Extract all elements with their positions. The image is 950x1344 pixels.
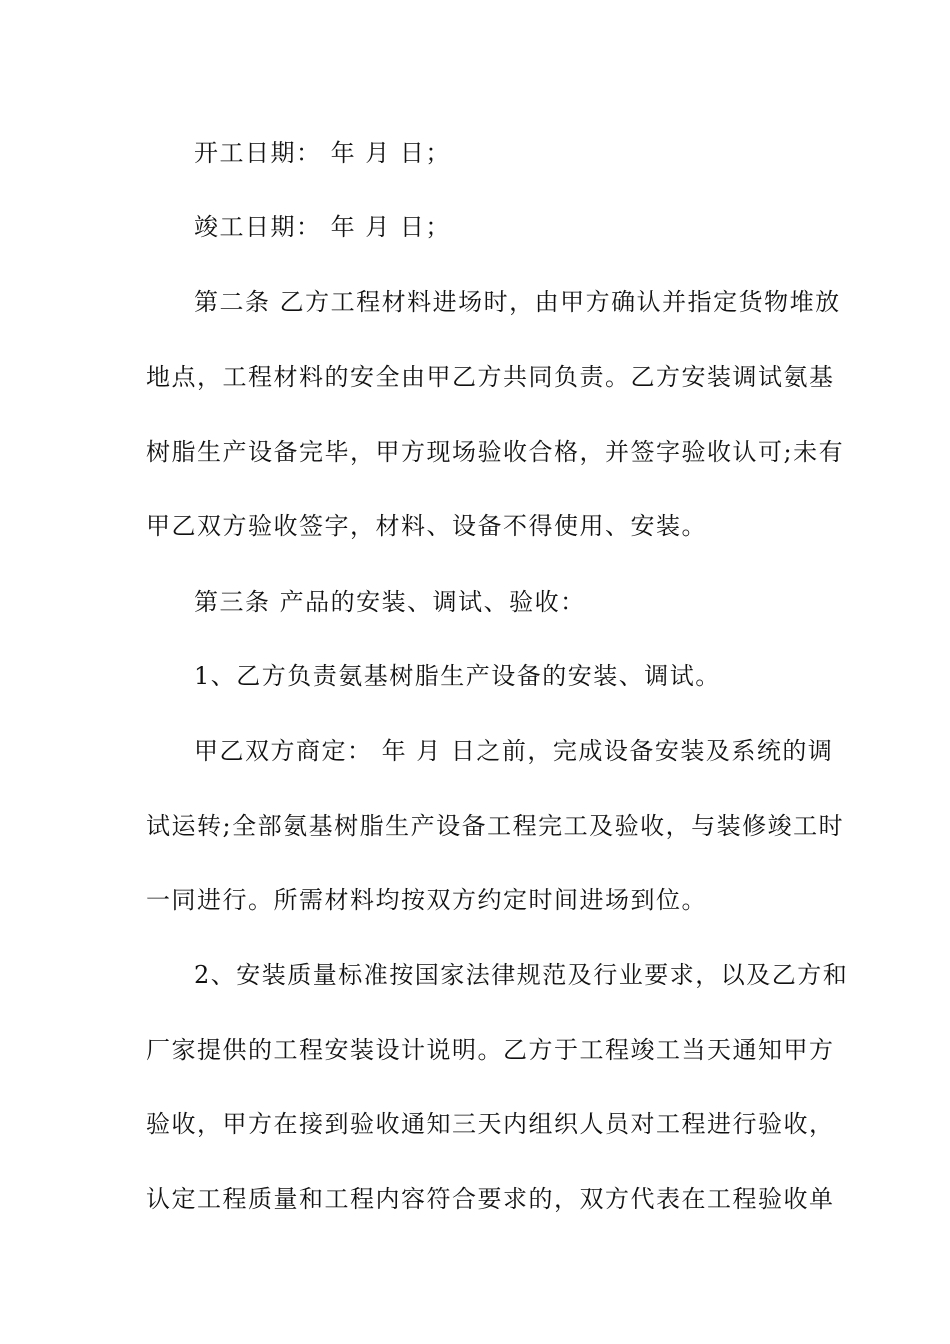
article-two-line-1: 第二条 乙方工程材料进场时，由甲方确认并指定货物堆放 (194, 288, 841, 316)
clause-two-line-1: 2、安装质量标准按国家法律规范及行业要求，以及乙方和 (194, 961, 849, 989)
clause-one-line: 1、乙方负责氨基树脂生产设备的安装、调试。 (194, 662, 721, 690)
clause-two-line-3: 验收，甲方在接到验收通知三天内组织人员对工程进行验收， (146, 1110, 835, 1138)
article-two-line-4: 甲乙双方验收签字，材料、设备不得使用、安装。 (146, 512, 707, 540)
agreement-line-1: 甲乙双方商定： 年 月 日之前，完成设备安装及系统的调 (194, 737, 834, 765)
clause-two-line-4: 认定工程质量和工程内容符合要求的，双方代表在工程验收单 (146, 1185, 835, 1213)
agreement-line-2: 试运转;全部氨基树脂生产设备工程完工及验收，与装修竣工时 (146, 812, 845, 840)
article-three-heading: 第三条 产品的安装、调试、验收： (194, 588, 586, 616)
article-two-line-2: 地点，工程材料的安全由甲乙方共同负责。乙方安装调试氨基 (146, 363, 835, 391)
completion-date-line: 竣工日期： 年 月 日； (194, 213, 451, 241)
article-two-line-3: 树脂生产设备完毕，甲方现场验收合格，并签字验收认可;未有 (146, 438, 845, 466)
agreement-line-3: 一同进行。所需材料均按双方约定时间进场到位。 (146, 886, 707, 914)
start-date-line: 开工日期： 年 月 日； (194, 139, 451, 167)
clause-two-line-2: 厂家提供的工程安装设计说明。乙方于工程竣工当天通知甲方 (146, 1036, 835, 1064)
